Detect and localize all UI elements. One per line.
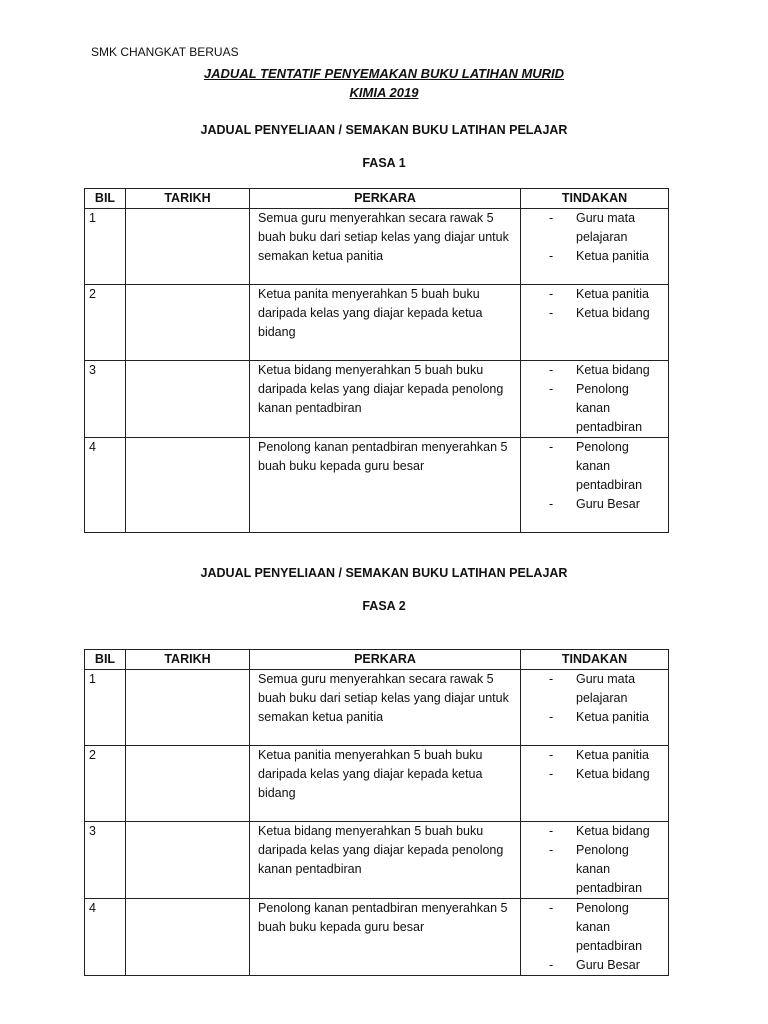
col-header-perkara: PERKARA (250, 650, 521, 670)
cell-perkara: Semua guru menyerahkan secara rawak 5 buah buku dari setiap kelas yang diajar untuk semakan ketua panitia (250, 209, 521, 285)
cell-perkara: Ketua panita menyerahkan 5 buah buku daripada kelas yang diajar kepada ketua bidang (250, 285, 521, 361)
tindakan-item: - Guru mata pelajaran (549, 209, 664, 247)
cell-tarikh (126, 746, 250, 822)
phase-2-table (84, 649, 669, 976)
tindakan-item: - Ketua panitia (549, 746, 664, 765)
cell-tarikh (126, 438, 250, 533)
tindakan-item: - Ketua bidang (549, 765, 664, 784)
cell-tarikh (126, 285, 250, 361)
cell-bil: 1 (85, 209, 126, 285)
cell-perkara: Penolong kanan pentadbiran menyerahkan 5 buah buku kepada guru besar (250, 438, 521, 533)
cell-tarikh (126, 822, 250, 899)
phase-1-label: FASA 1 (362, 156, 406, 170)
cell-bil: 1 (85, 670, 126, 746)
cell-perkara: Ketua panitia menyerahkan 5 buah buku daripada kelas yang diajar kepada ketua bidang (250, 746, 521, 822)
cell-tarikh (126, 899, 250, 976)
cell-tindakan (521, 822, 669, 899)
table-header-row (85, 650, 669, 670)
tindakan-item: - Penolong kanan pentadbiran (549, 438, 664, 495)
table-row (85, 285, 669, 361)
cell-tarikh (126, 209, 250, 285)
tindakan-item: - Guru Besar (549, 956, 664, 975)
table-row (85, 670, 669, 746)
cell-bil: 2 (85, 285, 126, 361)
col-header-tindakan: TINDAKAN (521, 650, 669, 670)
tindakan-item: - Guru Besar (549, 495, 664, 514)
cell-tindakan (521, 209, 669, 285)
tindakan-item: - Ketua bidang (549, 361, 664, 380)
tindakan-item: - Penolong kanan pentadbiran (549, 899, 664, 956)
cell-bil: 4 (85, 899, 126, 976)
tindakan-item: - Ketua panitia (549, 247, 664, 266)
cell-tindakan (521, 285, 669, 361)
cell-perkara: Ketua bidang menyerahkan 5 buah buku daripada kelas yang diajar kepada penolong kanan pentadbiran (250, 822, 521, 899)
col-header-tindakan: TINDAKAN (521, 189, 669, 209)
cell-tindakan (521, 670, 669, 746)
phase-1-heading: JADUAL PENYELIAAN / SEMAKAN BUKU LATIHAN PELAJAR (200, 123, 568, 137)
cell-bil: 4 (85, 438, 126, 533)
cell-tindakan (521, 899, 669, 976)
col-header-perkara: PERKARA (250, 189, 521, 209)
cell-tarikh (126, 670, 250, 746)
table-row (85, 438, 669, 533)
cell-tindakan (521, 438, 669, 533)
document-title: JADUAL TENTATIF PENYEMAKAN BUKU LATIHAN MURID (203, 66, 565, 81)
table-row (85, 209, 669, 285)
col-header-bil: BIL (85, 650, 126, 670)
cell-tarikh (126, 361, 250, 438)
col-header-tarikh: TARIKH (126, 189, 250, 209)
document-subtitle: KIMIA 2019 (349, 85, 419, 100)
table-row (85, 822, 669, 899)
col-header-bil: BIL (85, 189, 126, 209)
cell-bil: 3 (85, 361, 126, 438)
tindakan-item: - Penolong kanan pentadbiran (549, 841, 664, 898)
tindakan-item: - Guru mata pelajaran (549, 670, 664, 708)
cell-bil: 3 (85, 822, 126, 899)
phase-1-table (84, 188, 669, 533)
cell-bil: 2 (85, 746, 126, 822)
table-row (85, 899, 669, 976)
tindakan-item: - Ketua panitia (549, 285, 664, 304)
phase-2-label: FASA 2 (362, 599, 406, 613)
col-header-tarikh: TARIKH (126, 650, 250, 670)
tindakan-item: - Ketua bidang (549, 822, 664, 841)
school-name: SMK CHANGKAT BERUAS (91, 45, 239, 59)
table-row (85, 361, 669, 438)
phase-2-heading: JADUAL PENYELIAAN / SEMAKAN BUKU LATIHAN PELAJAR (200, 566, 568, 580)
tindakan-item: - Ketua bidang (549, 304, 664, 323)
cell-tindakan (521, 746, 669, 822)
cell-perkara: Penolong kanan pentadbiran menyerahkan 5 buah buku kepada guru besar (250, 899, 521, 976)
table-header-row (85, 189, 669, 209)
table-row (85, 746, 669, 822)
cell-perkara: Ketua bidang menyerahkan 5 buah buku daripada kelas yang diajar kepada penolong kanan pentadbiran (250, 361, 521, 438)
tindakan-item: - Penolong kanan pentadbiran (549, 380, 664, 437)
cell-tindakan (521, 361, 669, 438)
tindakan-item: - Ketua panitia (549, 708, 664, 727)
cell-perkara: Semua guru menyerahkan secara rawak 5 buah buku dari setiap kelas yang diajar untuk semakan ketua panitia (250, 670, 521, 746)
